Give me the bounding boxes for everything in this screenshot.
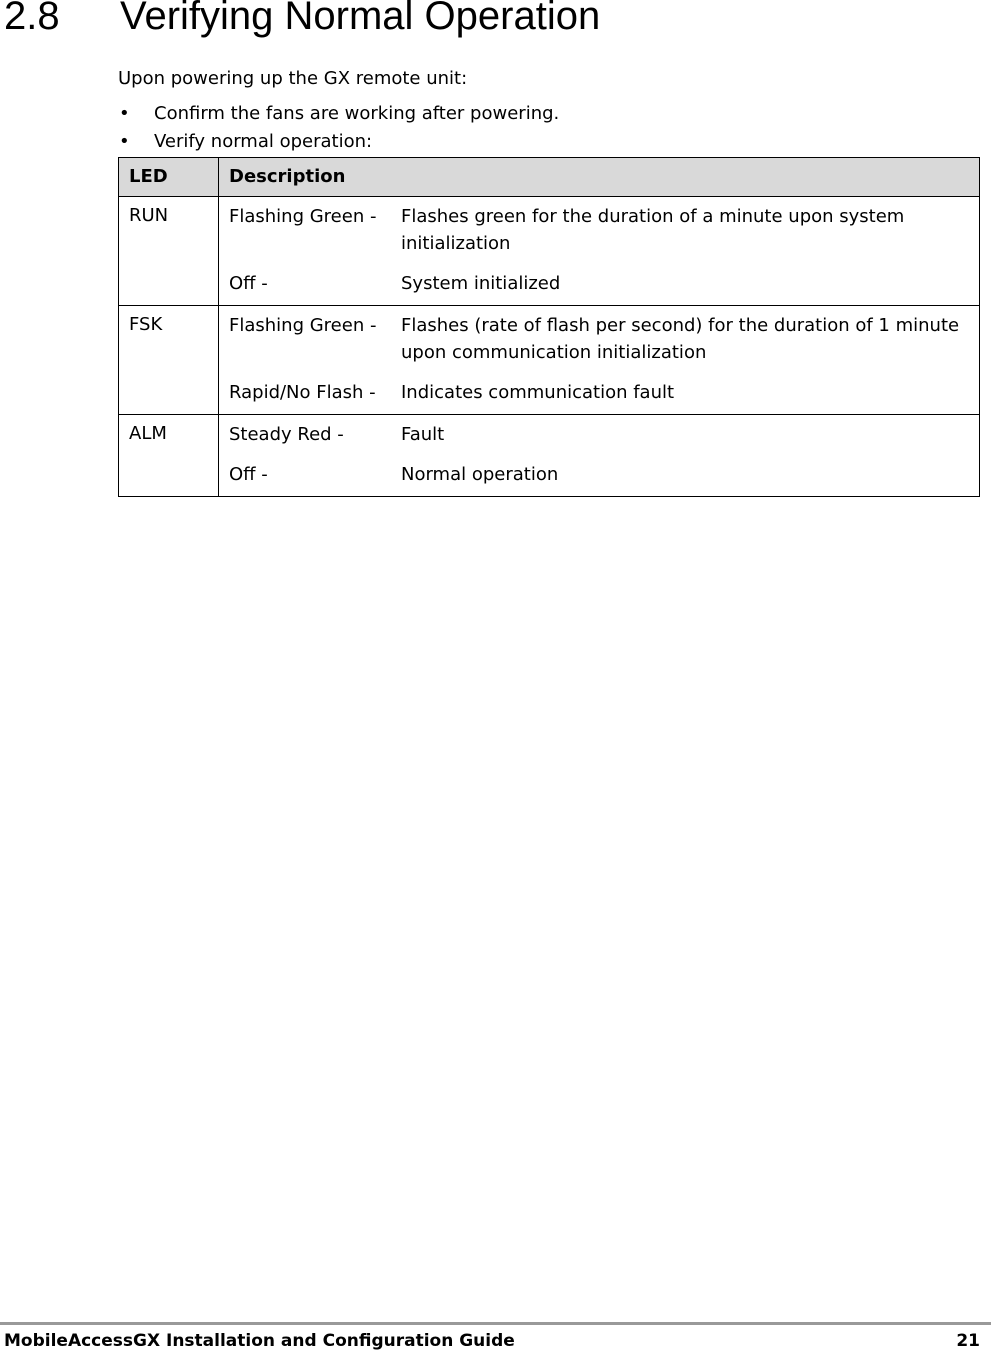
led-state: Off - xyxy=(229,273,268,294)
state-row xyxy=(229,379,969,406)
bullet-icon: • xyxy=(119,131,130,152)
led-state-meaning: Flashes green for the duration of a minute upon system initialization xyxy=(401,206,905,254)
led-state-meaning: System initialized xyxy=(401,273,561,294)
table-row xyxy=(119,415,980,497)
led-name: RUN xyxy=(119,197,219,306)
led-state-meaning: Flashes (rate of flash per second) for the duration of 1 minute upon communication initialization xyxy=(401,315,960,363)
bullet-icon: • xyxy=(119,103,130,124)
section-title: Verifying Normal Operation xyxy=(120,0,601,38)
led-description xyxy=(219,415,980,497)
led-state: Flashing Green - xyxy=(229,206,377,227)
table-row xyxy=(119,197,980,306)
led-state: Flashing Green - xyxy=(229,315,377,336)
led-state: Steady Red - xyxy=(229,424,344,445)
section-heading xyxy=(4,0,600,39)
footer-title: MobileAccessGX Installation and Configuration Guide xyxy=(4,1331,515,1351)
list-item xyxy=(118,130,559,158)
section-number: 2.8 xyxy=(4,0,60,38)
led-description xyxy=(219,306,980,415)
page-number: 21 xyxy=(956,1331,980,1351)
led-table xyxy=(118,157,980,497)
led-name: ALM xyxy=(119,415,219,497)
description-column-header: Description xyxy=(219,158,980,197)
led-description xyxy=(219,197,980,306)
state-row xyxy=(229,461,969,488)
state-row xyxy=(229,312,969,366)
footer-divider xyxy=(0,1322,991,1325)
led-state-meaning: Normal operation xyxy=(401,464,559,485)
bullet-list xyxy=(118,102,559,158)
table-header-row xyxy=(119,158,980,197)
led-state: Rapid/No Flash - xyxy=(229,382,376,403)
intro-text: Upon powering up the GX remote unit: xyxy=(118,68,468,89)
bullet-text: Verify normal operation: xyxy=(154,131,373,152)
led-state: Off - xyxy=(229,464,268,485)
state-row xyxy=(229,270,969,297)
led-name: FSK xyxy=(119,306,219,415)
table-row xyxy=(119,306,980,415)
led-state-meaning: Indicates communication fault xyxy=(401,382,675,403)
state-row xyxy=(229,421,969,448)
led-state-meaning: Fault xyxy=(401,424,445,445)
state-row xyxy=(229,203,969,257)
led-column-header: LED xyxy=(119,158,219,197)
list-item xyxy=(118,102,559,130)
bullet-text: Confirm the fans are working after powering. xyxy=(154,103,560,124)
